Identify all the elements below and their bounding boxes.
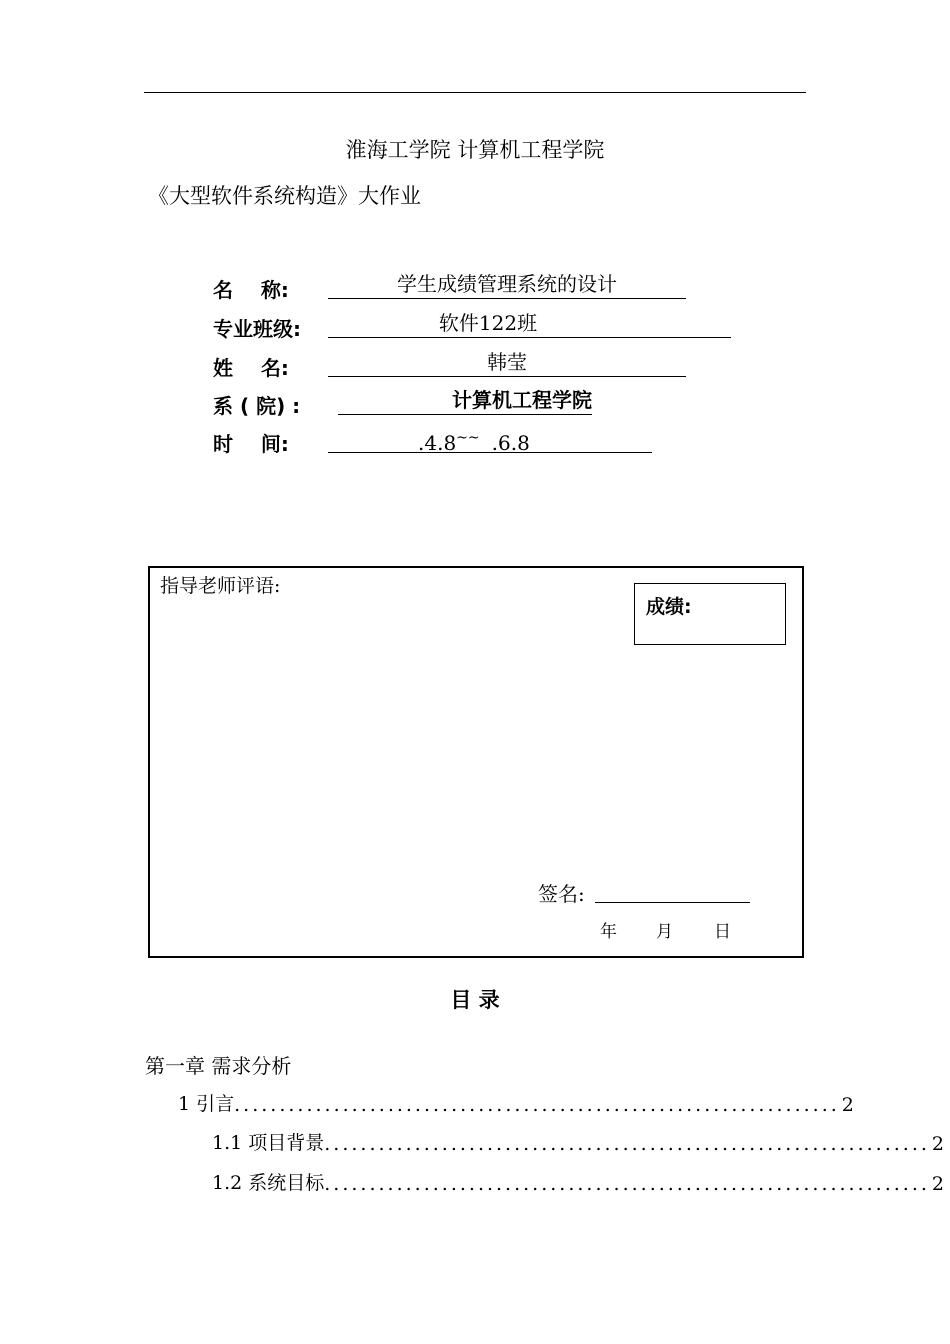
toc-page-number: 2 xyxy=(931,1173,945,1195)
date-year: 年 xyxy=(600,922,617,942)
class-label: 专业班级: xyxy=(213,317,301,341)
toc-entry[interactable] xyxy=(178,1090,854,1116)
toc-page-number: 2 xyxy=(931,1133,945,1155)
time-label: 时 间: xyxy=(213,432,289,456)
time-separator: ~~ xyxy=(456,430,480,446)
time-value xyxy=(328,424,652,453)
header-rule xyxy=(144,92,806,93)
school-title: 淮海工学院 计算机工程学院 xyxy=(345,138,605,162)
student-label: 姓 名: xyxy=(213,356,289,380)
class-value-text: 软件122班 xyxy=(438,311,538,335)
date-day: 日 xyxy=(714,922,731,942)
date-month: 月 xyxy=(656,922,673,942)
signature-line xyxy=(595,902,750,903)
toc-entry[interactable] xyxy=(212,1129,945,1155)
teacher-comment-box xyxy=(148,566,804,958)
time-end: .6.8 xyxy=(491,431,530,455)
toc-leader-dots: ................................................................... xyxy=(234,1094,840,1116)
grade-box xyxy=(634,583,786,645)
course-title: 《大型软件系统构造》大作业 xyxy=(148,184,421,208)
toc-entry[interactable] xyxy=(212,1169,945,1195)
dept-value: 计算机工程学院 xyxy=(338,386,592,415)
toc-title: 目 录 xyxy=(450,988,500,1012)
toc-entry-text: 1 引言 xyxy=(178,1093,235,1115)
toc-leader-dots: ................................................................... xyxy=(324,1173,930,1195)
signature-label: 签名: xyxy=(538,882,585,906)
name-label: 名 称: xyxy=(213,278,289,302)
toc-page-number: 2 xyxy=(841,1094,854,1116)
toc-chapter: 第一章 需求分析 xyxy=(145,1054,292,1078)
time-start: .4.8 xyxy=(418,431,457,455)
student-value: 韩莹 xyxy=(328,348,686,377)
class-value xyxy=(328,309,731,338)
comment-title: 指导老师评语: xyxy=(160,575,281,597)
grade-label: 成绩: xyxy=(646,596,692,618)
toc-entry-text: 1.1 项目背景 xyxy=(212,1132,325,1154)
dept-label: 系 ( 院) : xyxy=(213,394,301,418)
name-value: 学生成绩管理系统的设计 xyxy=(328,270,686,299)
toc-entry-text: 1.2 系统目标 xyxy=(212,1172,325,1194)
toc-leader-dots: ................................................................... xyxy=(324,1133,930,1155)
